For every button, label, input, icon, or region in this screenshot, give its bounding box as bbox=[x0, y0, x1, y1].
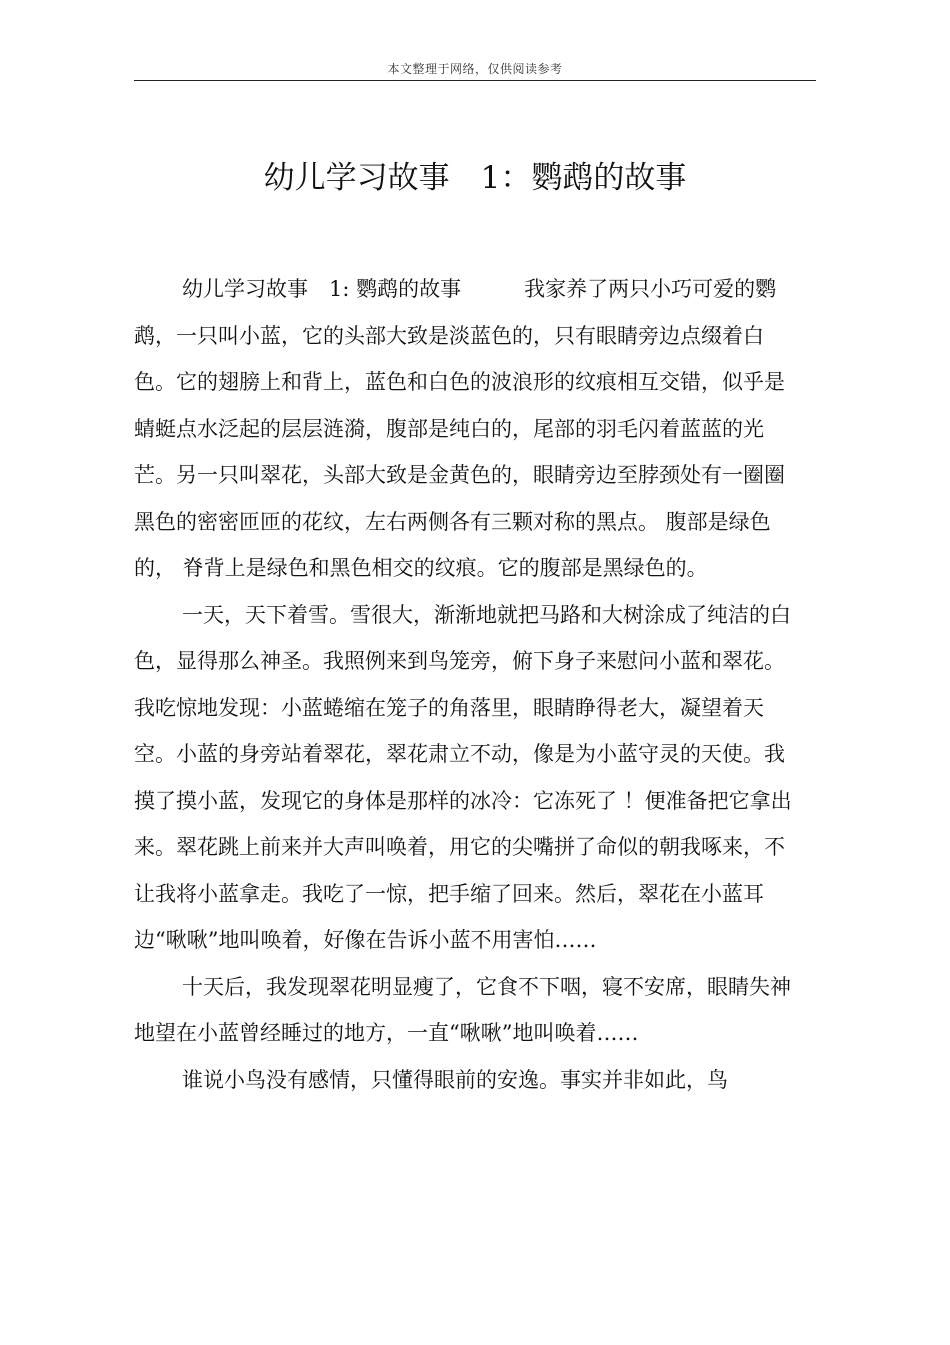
paragraph-intro: 幼儿学习故事 1: 鹦鹉的故事 我家养了两只小巧可爱的鹦鹉，一只叫小蓝，它的头部大致是淡蓝色的，只有眼睛旁边点缀着白色。它的翅膀上和背上，蓝色和白色的波浪形的纹痕相互交错，似乎是蜻蜓点水泛起的层层涟漪，腹部是纯白的，尾部的羽毛闪着蓝蓝的光芒。另一只叫翠花，头部大致是金黄色的，眼睛旁边至脖颈处有一圈圈黑色的密密匝匝的花纹，左右两侧各有三颗对称的黑点。 腹部是绿色的， 脊背上是绿色和黑色相交的纹痕。它的腹部是黑绿色的。 bbox=[134, 277, 785, 580]
story-body bbox=[134, 266, 794, 1103]
page-title: 幼儿学习故事 1：鹦鹉的故事 bbox=[263, 160, 687, 196]
header-divider bbox=[134, 80, 816, 81]
paragraph-conclusion: 谁说小鸟没有感情，只懂得眼前的安逸。事实并非如此，鸟 bbox=[182, 1067, 728, 1092]
paragraph-ten-days-later: 十天后，我发现翠花明显瘦了，它食不下咽，寝不安席，眼睛失神地望在小蓝曾经睡过的地方，一直“啾啾”地叫唤着…… bbox=[134, 974, 791, 1045]
header-note: 本文整理于网络，仅供阅读参考 bbox=[387, 62, 563, 76]
paragraph-snow-day: 一天，天下着雪。雪很大，渐渐地就把马路和大树涂成了纯洁的白色，显得那么神圣。我照例来到鸟笼旁，俯下身子来慰问小蓝和翠花。我吃惊地发现：小蓝蜷缩在笼子的角落里，眼睛睁得老大，凝望着天空。小蓝的身旁站着翠花，翠花肃立不动，像是为小蓝守灵的天使。我摸了摸小蓝，发现它的身体是那样的冰冷：它冻死了 ！便准备把它拿出来。翠花跳上前来并大声叫唤着，用它的尖嘴拼了命似的朝我啄来，不让我将小蓝拿走。我吃了一惊，把手缩了回来。然后，翠花在小蓝耳边“啾啾”地叫唤着，好像在告诉小蓝不用害怕…… bbox=[134, 602, 792, 952]
